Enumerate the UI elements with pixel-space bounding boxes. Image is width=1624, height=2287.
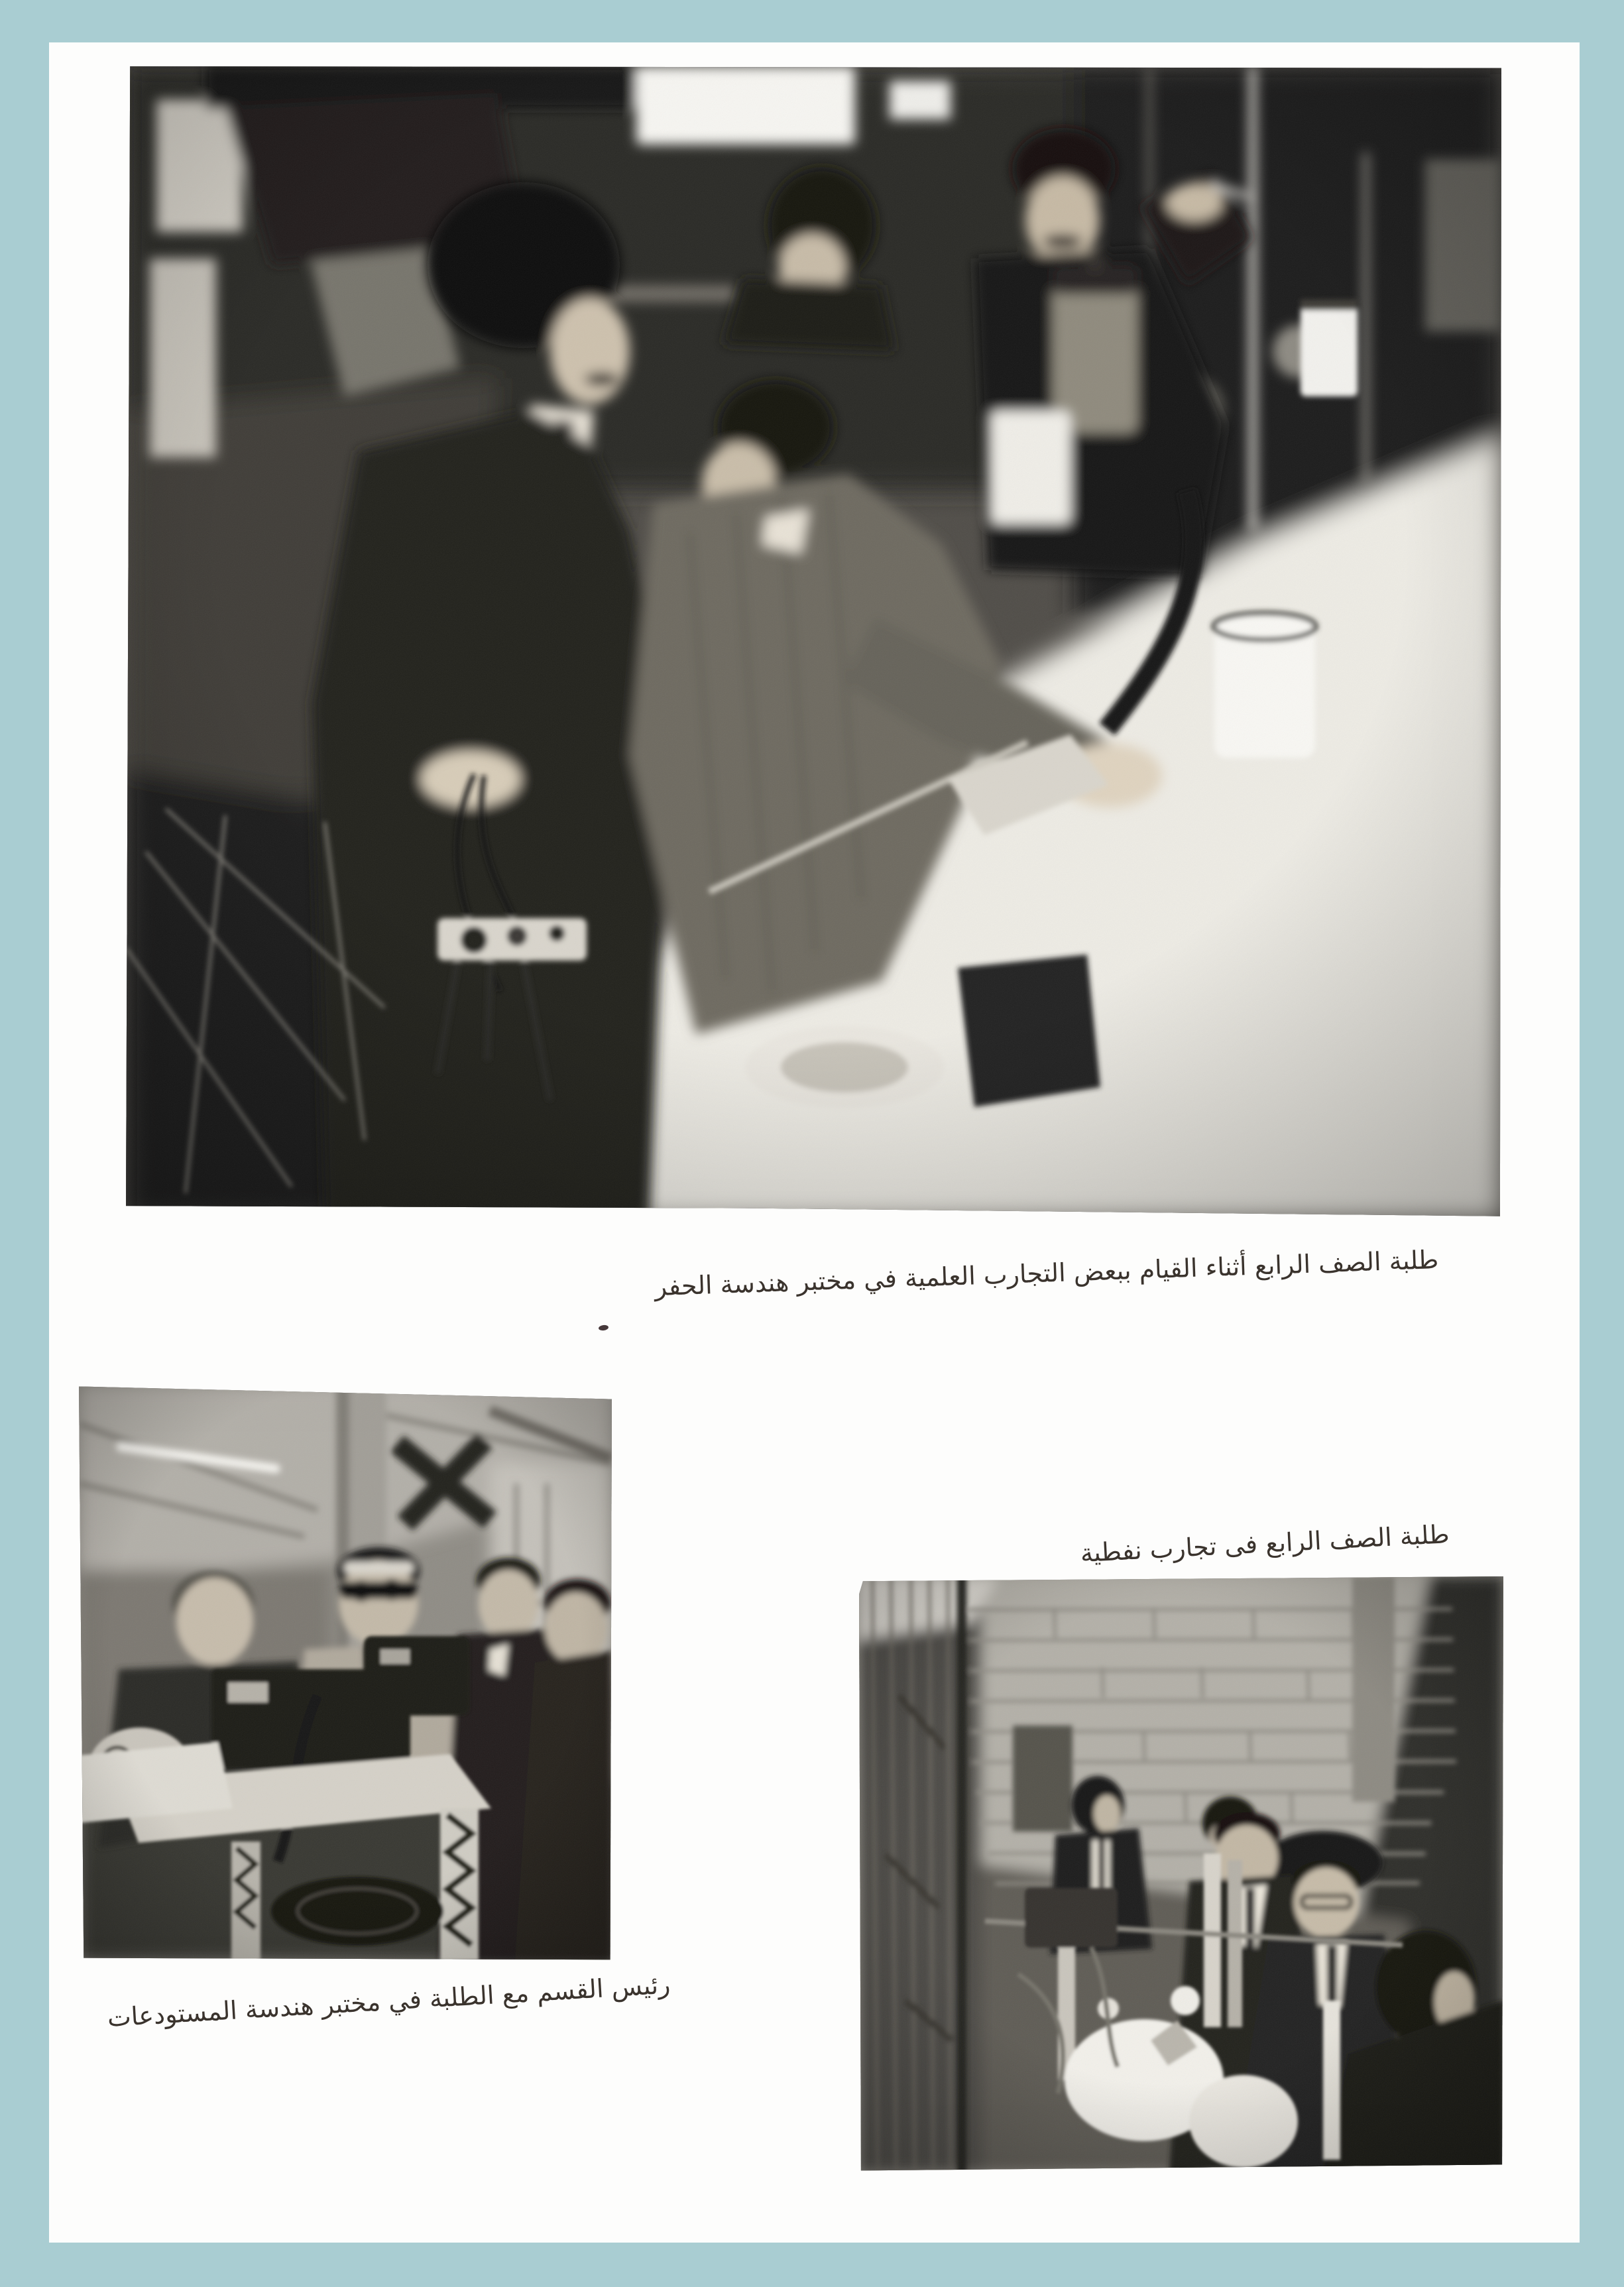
caption-oil-experiments: طلبة الصف الرابع فى تجارب نفطية: [1079, 1519, 1450, 1568]
photo-drilling-lab: [126, 66, 1501, 1220]
photo-reservoir-lab: [79, 1384, 612, 1961]
photo-reservoir-lab-image: [79, 1384, 612, 1961]
photo-drilling-lab-image: [126, 66, 1501, 1220]
photo-oil-experiments-image: [859, 1576, 1503, 2173]
photo-oil-experiments: [859, 1576, 1503, 2173]
caption-reservoir-lab: رئيس القسم مع الطلبة في مختبر هندسة المستودعات: [106, 1969, 671, 2032]
caption-drilling-lab: طلبة الصف الرابع أثناء القيام ببعض التجارب العلمية في مختبر هندسة الحفر: [654, 1245, 1439, 1302]
